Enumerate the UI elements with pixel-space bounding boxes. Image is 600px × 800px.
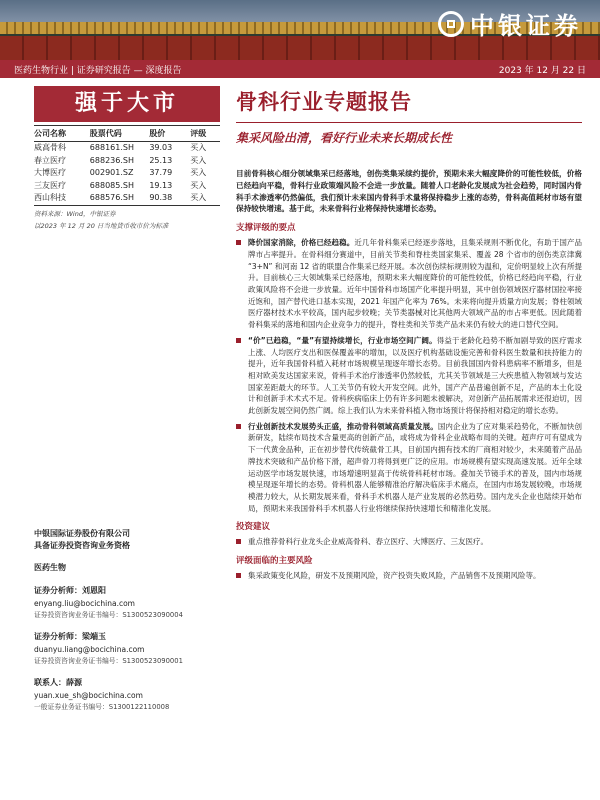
- company-name-line: 中银国际证券股份有限公司: [34, 529, 130, 538]
- left-sidebar: [34, 86, 220, 230]
- company-qualification: 具备证券投资咨询业务资格: [34, 541, 130, 550]
- company-name: 西山科技: [34, 192, 90, 205]
- bullet-paragraph: [248, 421, 582, 515]
- report-date: 2023 年 12 月 22 日: [498, 65, 586, 76]
- bullet-text: 得益于老龄化趋势不断加剧导致的医疗需求上涨、人均医疗支出和医保覆盖率的增加，以及医疗机构基础设施完善和骨科医生数量和扶持能力的提升，近年我国骨科植入耗材市场规模呈现逐年增长态势。目前我国国内骨科患病率不断增多，但是相对欧美发达国家来说，骨科手术治疗渗透率仍然较低，尤其关节领域是三大疾患植入物领域与发达国家差距最大的环节。人工关节仍有较大开发空间。此外，国产产品普遍创新不足，产品的本土化设计和创新手术术式不足。骨科疾病临床上仍有许多问题未被解决，对创新产品拓展需求还很迫切，因此创新发展空间仍然广阔。综上我们认为未来骨科植入物市场预计将保持相对稳定的增长态势。: [248, 335, 583, 416]
- contact-license: 一般证券业务证书编号：S1300122110008: [34, 703, 170, 711]
- stock-rating: 买入: [190, 168, 207, 177]
- rating-badge: 强于大市: [34, 86, 220, 122]
- bullet-icon: [236, 424, 241, 429]
- bullet-paragraph: [248, 237, 582, 331]
- stock-price: 90.38: [149, 192, 190, 205]
- stock-code: 688236.SH: [89, 155, 134, 165]
- stock-code: 688576.SH: [90, 192, 150, 205]
- section-heading-rating: 支撑评级的要点: [236, 223, 296, 234]
- bank-logo-icon: [438, 11, 464, 37]
- header-price: 股价: [149, 126, 190, 142]
- list-item: [236, 421, 582, 515]
- bullet-text: 近几年骨科集采已经逐步落地，且集采规则不断优化，有助于国产品牌市占率提升。在骨科细分赛道中，目前关节类和脊柱类国家集采、覆盖 28 个省市的创伤类京津冀 “3+N” 和河南 12 省的联盟合作集采已经开展。本次创伤续标规则较为温和，定价明显较上次有所提升。目前核心三大领域集采已经落地，预期未来大幅度降价的可能性较低，价格已经趋向平稳，行业政策风险将不会进一步放量。近年中国骨科市场国产化率提升明显，其中创伤领域医疗器材国拉率接近饱和，国产替代进口基本实现，2021 年国产化率为 76%。未来将向提升质量方向发展；脊柱领域医疗器材技术水平较高，国内起步较晚；关节类器械对比其他两大领域产品的市占率更低。因此随着骨科集采的落地和国内企业竞争力的提升，脊柱类和关节类产品未来仍有较大的进口替代空间。: [248, 238, 583, 330]
- analyst-name: 证券分析师：刘恩阳: [34, 586, 106, 595]
- stock-rating: 买入: [190, 143, 207, 152]
- bullet-icon: [236, 240, 241, 245]
- risk-text: 集采政策变化风险，研发不及预期风险，资产投资失败风险，产品销售不及预期风险等。: [248, 571, 541, 581]
- stock-rating: 买入: [190, 192, 220, 205]
- list-item: [236, 570, 582, 582]
- stock-code: 688085.SH: [89, 180, 134, 190]
- header-company: 公司名称: [34, 126, 90, 142]
- bullet-icon: [236, 573, 241, 578]
- bullet-lead: “价”已趋稳，“量”有望持续增长，行业市场空间广阔。: [248, 335, 437, 345]
- analyst-license: 证券投资咨询业务证书编号：S1300523090001: [34, 657, 183, 665]
- bullet-icon: [236, 539, 241, 544]
- bullet-lead: 行业创新技术发展势头正盛，推动骨科领域高质量发展。: [248, 421, 438, 431]
- table-row: [34, 167, 220, 180]
- contact-name: 联系人：薛源: [34, 678, 82, 687]
- table-row: [34, 192, 220, 205]
- company-name: 威高骨科: [34, 143, 66, 152]
- stock-price: 25.13: [149, 155, 173, 165]
- brand-logo: [438, 6, 582, 41]
- list-item: [236, 536, 582, 548]
- contact-email[interactable]: yuan.xue_sh@bocichina.com: [34, 691, 143, 700]
- stock-rating: 买入: [190, 155, 207, 165]
- analyst-email[interactable]: enyang.liu@bocichina.com: [34, 599, 135, 608]
- report-category: 医药生物行业 | 证券研究报告 — 深度报告: [14, 65, 182, 76]
- report-category-strip: [0, 60, 600, 78]
- stock-rating: 买入: [190, 180, 207, 190]
- header-code: 股票代码: [90, 126, 150, 142]
- header-banner: [0, 0, 600, 60]
- report-title: 骨科行业专题报告: [236, 86, 582, 123]
- section-heading-risk: 评级面临的主要风险: [236, 556, 313, 567]
- company-name: 大博医疗: [34, 168, 66, 177]
- stock-code: 688161.SH: [89, 143, 134, 152]
- sector-label: 医药生物: [34, 563, 66, 572]
- header-rating: 评级: [190, 126, 220, 142]
- bullet-text: 国内企业为了应对集采趋势化，不断加快创新研发，陆续布局技术含量更高的创新产品，或将成为骨科企业战略布局的关键。超声疗可有望成为下一代黄金品种，正在初步替代传统截骨工具，目前国内拥有技术的厂商相对较少，未来随着产品品牌技术突破和产品价格下滑，超声骨刀将得到更广泛的应用。市场规模有望实现高速发展。近年全球运动医学市场发展快速，市场增速明显高于传统骨科耗材市场。叠加关节镜手术的普及，国内市场规模呈现逐年增长的态势。骨科机器人能够精准治疗解决临床手术痛点，在国内市场发展较晚，市场规模潜力较大，从长期发展来看，骨科手术机器人是产业发展的必然趋势。国内龙头企业也陆续开始布局，预期未来我国骨科手术机器人行业将继续保持快速增长和精准化发展。: [248, 421, 583, 513]
- analyst-name: 证券分析师：梁端玉: [34, 632, 106, 641]
- company-info: [34, 528, 220, 711]
- brand-name: 中银证券: [470, 12, 582, 40]
- table-date-note: 以2023 年 12 月 20 日当地货币收市价为标准: [34, 221, 169, 230]
- section-heading-invest: 投资建议: [236, 522, 271, 533]
- report-intro: 目前骨科核心细分领域集采已经落地，创伤类集采续约提价，预期未来大幅度降价的可能性较低，价格已经趋向平稳，骨科行业政策端风险不会进一步放量。随着人口老龄化发展成为社会趋势，同时国内骨科手术渗透率仍然偏低，我们预计未来国内骨科手术量将保持稳步上涨的态势，骨科高值耗材市场有望保持较快增速。基于此，未来骨科行业将保持快速增长态势。: [236, 169, 582, 214]
- stock-code: 002901.SZ: [89, 168, 134, 177]
- table-row: [34, 155, 220, 168]
- list-item: [236, 335, 582, 417]
- contact-block: [34, 677, 220, 711]
- table-row: [34, 142, 220, 155]
- analyst-block: [34, 631, 220, 665]
- stock-table-header: [34, 126, 220, 142]
- invest-text: 重点推荐骨科行业龙头企业威高骨科、春立医疗、大博医疗、三友医疗。: [248, 537, 488, 547]
- analyst-block: [34, 585, 220, 619]
- company-name: 春立医疗: [34, 155, 66, 165]
- main-content: [236, 86, 582, 582]
- stock-price: 37.79: [149, 168, 173, 177]
- stock-price: 19.13: [149, 180, 173, 190]
- report-subtitle: 集采风险出清，看好行业未来长期成长性: [236, 131, 453, 145]
- bullet-lead: 降价国家消除，价格已经趋稳。: [248, 238, 355, 248]
- list-item: [236, 237, 582, 331]
- analyst-license: 证券投资咨询业务证书编号：S1300523090004: [34, 611, 183, 619]
- stock-table: [34, 125, 220, 206]
- company-name: 三友医疗: [34, 180, 66, 190]
- analyst-email[interactable]: duanyu.liang@bocichina.com: [34, 645, 145, 654]
- table-row: [34, 180, 220, 193]
- stock-price: 39.03: [149, 143, 173, 152]
- bullet-icon: [236, 338, 241, 343]
- table-source: 资料来源：Wind，中银证券: [34, 209, 116, 218]
- bullet-paragraph: [248, 335, 582, 417]
